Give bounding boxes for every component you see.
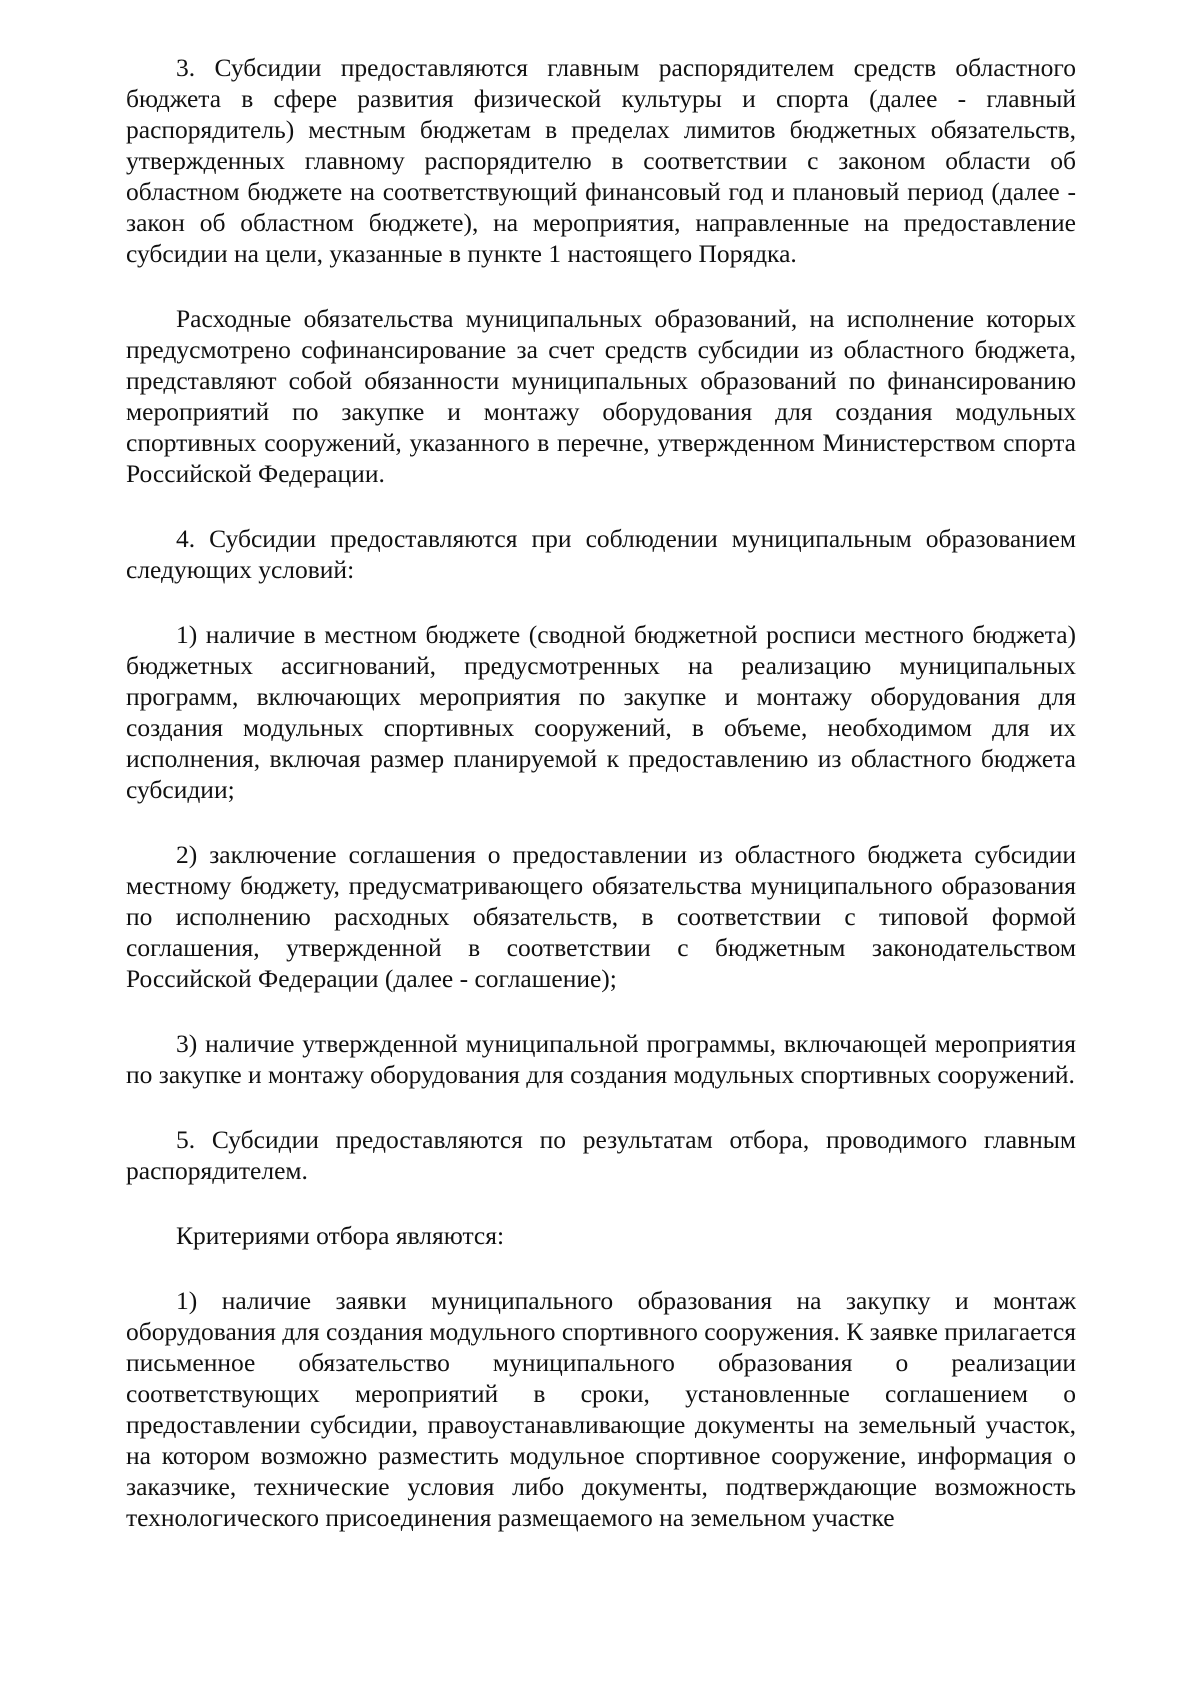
paragraph-expense-obligations: Расходные обязательства муниципальных образований, на исполнение которых предусмотрено софинансирование за счет средств субсидии из областного бюджета, представляют собой обязанности муниципальных образований по финансированию мероприятий по закупке и монтажу оборудования для создания модульных спортивных сооружений, указанного в перечне, утвержденном Министерством спорта Российской Федерации.: [126, 304, 1076, 488]
criteria-item-1: 1) наличие заявки муниципального образования на закупку и монтаж оборудования для создания модульного спортивного сооружения. К заявке прилагается письменное обязательство муниципального образования о реализации соответствующих мероприятий в сроки, установленные соглашением о предоставлении субсидии, правоустанавливающие документы на земельный участок, на котором возможно разместить модульное спортивное сооружение, информация о заказчике, технические условия либо документы, подтверждающие возможность технологического присоединения размещаемого на земельном участке: [126, 1286, 1076, 1532]
condition-item-3: 3) наличие утвержденной муниципальной программы, включающей мероприятия по закупке и монтажу оборудования для создания модульных спортивных сооружений.: [126, 1029, 1076, 1089]
condition-item-2: 2) заключение соглашения о предоставлении из областного бюджета субсидии местному бюджету, предусматривающего обязательства муниципального образования по исполнению расходных обязательств, в соответствии с типовой формой соглашения, утвержденной в соответствии с бюджетным законодательством Российской Федерации (далее - соглашение);: [126, 840, 1076, 993]
document-body: [126, 52, 1076, 1533]
paragraph-3-subsidies: 3. Субсидии предоставляются главным распорядителем средств областного бюджета в сфере развития физической культуры и спорта (далее - главный распорядитель) местным бюджетам в пределах лимитов бюджетных обязательств, утвержденных главному распорядителю в соответствии с законом области об областном бюджете на соответствующий финансовый год и плановый период (далее - закон об областном бюджете), на мероприятия, направленные на предоставление субсидии на цели, указанные в пункте 1 настоящего Порядка.: [126, 53, 1076, 268]
paragraph-5-selection: 5. Субсидии предоставляются по результатам отбора, проводимого главным распорядителем.: [126, 1125, 1076, 1185]
paragraph-4-conditions: 4. Субсидии предоставляются при соблюдении муниципальным образованием следующих условий:: [126, 524, 1076, 584]
condition-item-1: 1) наличие в местном бюджете (сводной бюджетной росписи местного бюджета) бюджетных ассигнований, предусмотренных на реализацию муниципальных программ, включающих мероприятия по закупке и монтажу оборудования для создания модульных спортивных сооружений, в объеме, необходимом для их исполнения, включая размер планируемой к предоставлению из областного бюджета субсидии;: [126, 620, 1076, 804]
selection-criteria-heading: Критериями отбора являются:: [176, 1221, 505, 1250]
